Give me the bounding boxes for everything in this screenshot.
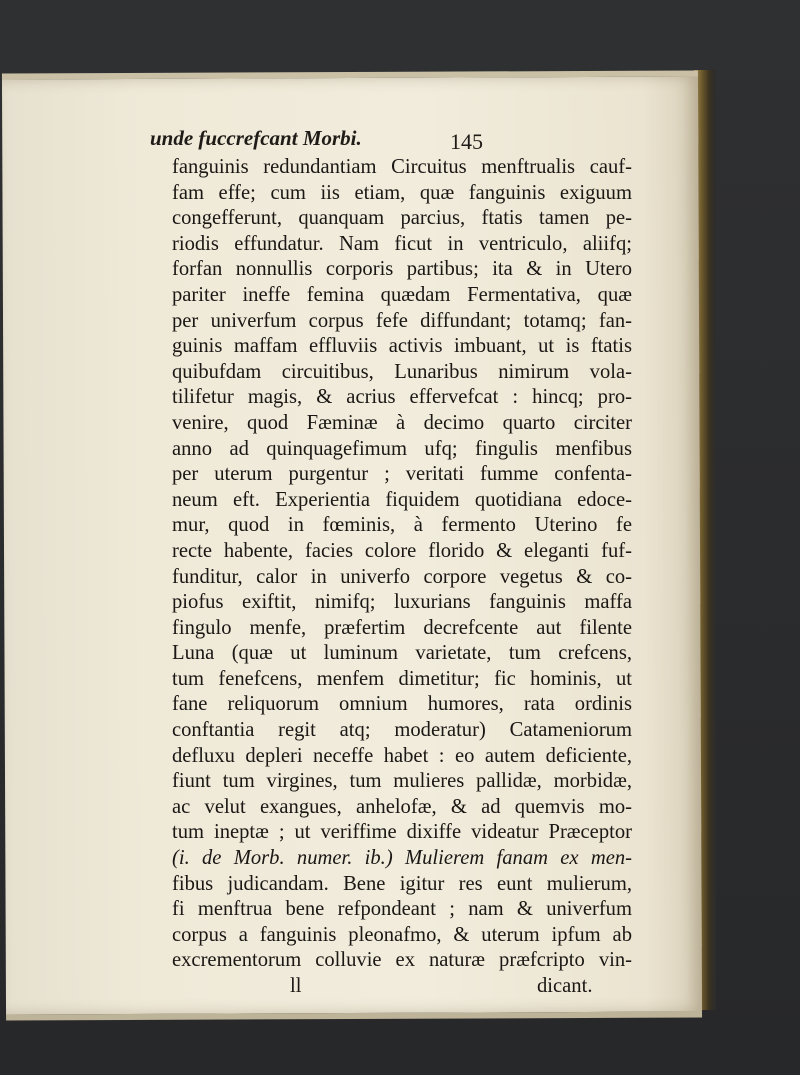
text-line: forfan nonnullis corporis partibus; ita & in Utero	[172, 258, 632, 281]
text-line: fi menftrua bene refpondeant ; nam & univerfum	[172, 898, 632, 921]
text-line: fane reliquorum omnium humores, rata ordinis	[172, 693, 632, 716]
text-line: tum ineptæ ; ut veriffime dixiffe videatur Præceptor	[172, 821, 632, 844]
text-line: defluxu depleri neceffe habet : eo autem deficiente,	[172, 744, 632, 767]
text-line: corpus a fanguinis pleonafmo, & uterum ipfum ab	[172, 923, 632, 946]
text-line: guinis maffam effluviis activis imbuant, ut is ftatis	[172, 335, 632, 358]
text-line: anno ad quinquagefimum ufq; fingulis menfibus	[172, 437, 632, 460]
text-line: fingulo menfe, præfertim decrefcente aut filente	[172, 616, 632, 639]
text-line: piofus exiftit, nimifq; luxurians fanguinis maffa	[172, 591, 632, 614]
text-line: per univerfum corpus fefe diffundant; totamq; fan-	[172, 309, 632, 332]
text-line: fam effe; cum iis etiam, quæ fanguinis exiguum	[172, 181, 632, 204]
running-title: unde fuccrefcant Morbi.	[150, 126, 362, 150]
page-number: 145	[450, 129, 483, 154]
text-line: fibus judicandam. Bene igitur res eunt mulierum,	[172, 872, 632, 895]
catchline	[172, 974, 632, 1000]
text-line: congefferunt, quanquam parcius, ftatis tamen pe-	[172, 207, 632, 230]
text-line: funditur, calor in univerfo corpore vegetus & co-	[172, 565, 632, 588]
text-line: tum fenefcens, menfem dimetitur; fic hominis, ut	[172, 667, 632, 690]
text-line: venire, quod Fæminæ à decimo quarto circiter	[172, 411, 632, 434]
text-line: ac velut exangues, anhelofæ, & ad quemvis mo-	[172, 795, 632, 818]
body-text	[172, 155, 632, 1000]
text-line: pariter ineffe femina quædam Fermentativa, quæ	[172, 283, 632, 306]
text-line: fanguinis redundantiam Circuitus menftrualis cauf-	[172, 156, 632, 178]
page-header	[150, 126, 483, 156]
text-line: riodis effundatur. Nam ficut in ventriculo, aliifq;	[172, 232, 632, 255]
text-line: (i. de Morb. numer. ib.) Mulierem fanam ex men-	[172, 847, 632, 870]
catchline-signature: ll	[290, 975, 302, 997]
text-line: Luna (quæ ut luminum varietate, tum crefcens,	[172, 642, 632, 665]
text-line: neum eft. Experientia fiquidem quotidiana edoce-	[172, 488, 632, 511]
text-line: quibufdam circuitibus, Lunaribus nimirum vola-	[172, 360, 632, 383]
text-line: mur, quod in fœminis, à fermento Uterino fe	[172, 514, 632, 537]
text-line: conftantia regit atq; moderatur) Catameniorum	[172, 719, 632, 742]
text-line: per uterum purgentur ; veritati fumme confenta-	[172, 463, 632, 486]
text-line: fiunt tum virgines, tum mulieres pallidæ, morbidæ,	[172, 770, 632, 793]
text-line: tilifetur magis, & acrius effervefcat : hincq; pro-	[172, 386, 632, 409]
text-line: excrementorum colluvie ex naturæ præfcripto vin-	[172, 949, 632, 972]
text-line: recte habente, facies colore florido & eleganti fuf-	[172, 539, 632, 562]
catchword: dicant.	[537, 975, 593, 997]
